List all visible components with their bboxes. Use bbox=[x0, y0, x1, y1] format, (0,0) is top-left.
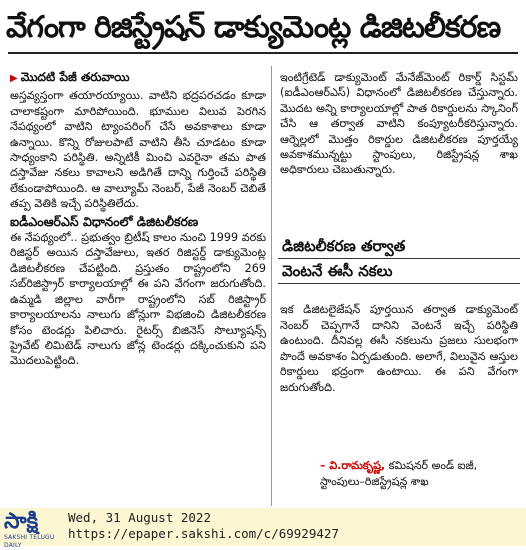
signature-dept: స్టాంపులు–రిజిస్ట్రేషన్ల శాఖ bbox=[320, 475, 429, 488]
left-subheading: ఐడీఎంఆర్‌ఎస్ విధానంలో డిజిటలీకరణ bbox=[10, 213, 199, 229]
box-heading bbox=[278, 234, 520, 284]
signature-name: – వి.రామకృష్ణ, bbox=[320, 459, 386, 472]
right-column bbox=[280, 70, 518, 178]
headline-rule bbox=[8, 52, 518, 54]
signature-title: కమిషనర్ అండ్ ఐజీ, bbox=[385, 459, 478, 472]
logo-text: సాక్షి bbox=[4, 509, 39, 534]
left-paragraph-2: ఈ నేపథ్యంలో.. ప్రభుత్వం బ్రిటీష్ కాలం నుంచి 1999 వరకు రిజిస్టర్ అయిన దస్తావేజులు, ఇతర రిజిస్టర్డ్ డాక్యుమెంట్ల డిజిటలీకరణ చేపట్టింది. ప్రస్తుతం రాష్ట్రంలోని 269 సబ్‌రిజిస్ట్రార్ కార్యాలయాల్లో ఈ పని వేగంగా జరుగుతోంది. ఉమ్మడి జిల్లాల వారీగా రాష్ట్రంలోని సబ్ రిజిస్ట్రార్ కార్యాలయాలను నాలుగు జోన్లుగా విభజించి డిజిటలీకరణ కోసం టెండర్లు పిలిచారు. రైటర్స్ బిజినెస్ సొల్యూషన్స్ ప్రైవేట్ లిమిటెడ్ నాలుగు జోన్ల టెండర్లు దక్కించుకుని పని మొదలుపెట్టింది. bbox=[10, 231, 266, 368]
box-heading-line-1: డిజిటలీకరణ తర్వాత bbox=[278, 234, 520, 259]
footer-date: Wed, 31 August 2022 bbox=[68, 510, 211, 525]
right-paragraph: ఇంటిగ్రేటెడ్ డాక్యుమెంట్ మేనేజ్‌మెంట్ రికార్డ్ సిస్టమ్ (ఐడీఎంఆర్‌ఎస్) విధానంలో డిజిటలీకరణ చేస్తున్నారు. మొదట అన్ని కార్యాలయాల్లో పాత రికార్డులను స్కానింగ్ చేసి ఆ తర్వాత వాటిని కంప్యూటరీకరిస్తున్నారు. ఆర్నెల్లలో మొత్తం రికార్డుల డిజిటలీకరణ పూర్తయ్యే అవకాశమున్నట్టు స్టాంపులు, రిజిస్ట్రేషన్ల శాఖ అధికారులు చెబుతున్నారు. bbox=[280, 71, 518, 177]
footer-url[interactable]: https://epaper.sakshi.com/c/69929427 bbox=[68, 526, 339, 541]
continued-label bbox=[10, 70, 266, 86]
column-divider bbox=[271, 66, 272, 506]
logo-tagline: SAKSHI TELUGU DAILY bbox=[4, 534, 55, 549]
sakshi-logo bbox=[4, 509, 58, 549]
footer bbox=[0, 508, 526, 549]
box-heading-line-2: వెంటనే ఈసీ నకలు bbox=[278, 259, 520, 284]
signature bbox=[320, 458, 520, 490]
left-paragraph-1: అస్తవ్యస్తంగా తయారయ్యాయి. వాటిని భద్రపరచడం కూడా చాలాకష్టంగా మారిపోయింది. భూముల విలువ పెరగిన నేపథ్యంలో వాటిని ట్యాంపరింగ్ చేసే అవకాశాలు కూడా ఉన్నాయి. కొన్ని రోజులపాటే వాటిని తీసి చూడటం కూడా సాధ్యంకాని పరిస్థితి. అన్నిటికీ మించి ఎవరైనా తమ పాత దస్తావేజు నకలు కావాలని అడిగితే దాన్ని గుర్తించే పరిస్థితి లేకుండాపోయింది. ఆ వాల్యూమ్ నెంబర్, పేజీ నెంబర్ చెబితే తప్ప వెతికి ఇచ్చే పరిస్థితిలేదు. bbox=[10, 89, 266, 211]
footer-info bbox=[68, 510, 339, 542]
continued-text: మొదటి పేజీ తరువాయి bbox=[20, 70, 130, 84]
triangle-icon: ▶ bbox=[10, 73, 18, 84]
box-body: ఇక డిజిటలైజేషన్ పూర్తయిన తర్వాత డాక్యుమెంట్ నెంబర్ చెప్పగానే దానిని వెంటనే ఇచ్చే పరిస్థితి ఉంటుంది. దీనివల్ల ఈసీ నకలును ప్రజలు సులభంగా పొందే అవకాశం ఏర్పడుతుంది. అలాగే, విలువైన ఆస్తుల రికార్డులు భద్రంగా ఉంటాయి. ఈ పని వేగంగా జరుగుతోంది. bbox=[280, 303, 518, 394]
headline: వేగంగా రిజిస్ట్రేషన్ డాక్యుమెంట్ల డిజిటలీకరణ bbox=[6, 10, 501, 45]
left-column bbox=[10, 70, 266, 369]
